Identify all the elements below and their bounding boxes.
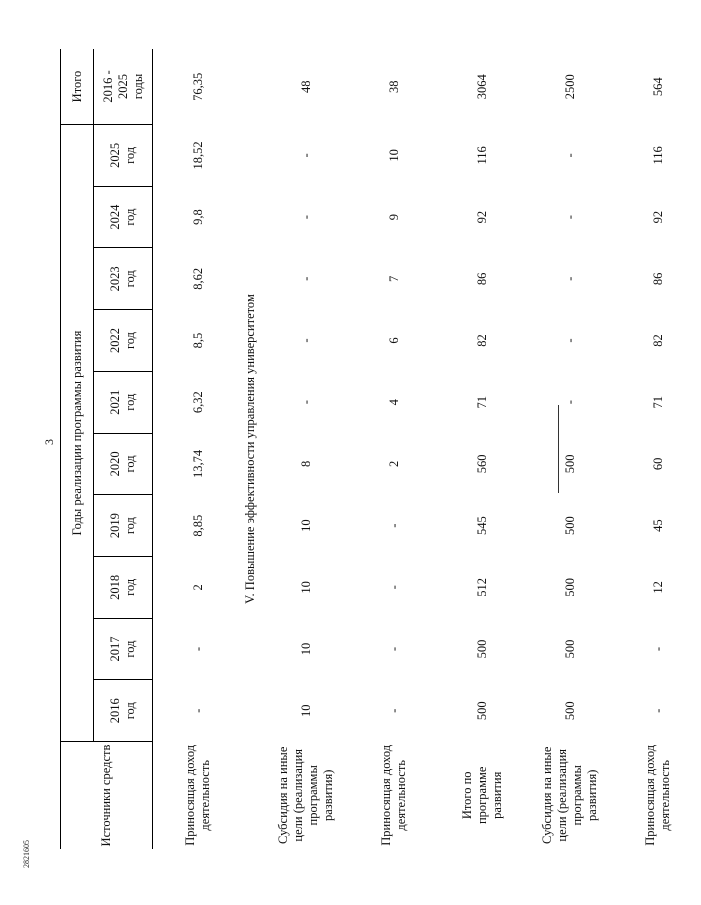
value-cell: - — [298, 276, 313, 281]
value-cell: - — [562, 215, 577, 220]
source-cell: Субсидия на иные цели (реализация программы развития) — [540, 746, 599, 844]
total-cell: 38 — [386, 80, 401, 94]
value-cell: 60 — [650, 457, 665, 471]
value-cell: 500 — [474, 701, 489, 721]
year-unit-label: год — [123, 455, 137, 473]
value-cell: 545 — [474, 516, 489, 535]
value-cell: 82 — [650, 334, 665, 347]
year-label: 2025 — [108, 142, 122, 168]
value-cell: 6 — [386, 337, 401, 344]
header-row-groups — [61, 49, 94, 849]
value-cell: 10 — [298, 642, 313, 656]
value-cell: 7 — [386, 275, 401, 282]
total-cell: 564 — [650, 77, 665, 97]
value-cell: 82 — [474, 334, 489, 347]
value-cell: 45 — [650, 519, 665, 532]
value-cell: 2 — [386, 460, 401, 468]
value-cell: 13,74 — [190, 449, 205, 478]
value-cell: 500 — [562, 454, 577, 474]
value-cell: - — [298, 400, 313, 405]
value-cell: 500 — [474, 639, 489, 659]
year-column-header — [94, 125, 153, 187]
value-cell: - — [650, 646, 665, 652]
year-unit-label: год — [123, 208, 137, 226]
total-cell: 48 — [298, 80, 313, 94]
value-cell: - — [298, 338, 313, 343]
year-column-header — [94, 556, 153, 618]
section-title-row — [241, 49, 261, 849]
document-code: 2821605 — [22, 840, 31, 868]
years-group-header: Годы реализации программы развития — [61, 125, 94, 742]
header-row-years — [94, 49, 153, 849]
table-row — [261, 49, 349, 849]
table-row — [437, 49, 525, 849]
source-cell: Приносящая доход деятельность — [379, 744, 408, 846]
rotated-table-container — [60, 49, 672, 849]
value-cell: 560 — [474, 454, 489, 474]
value-cell: 10 — [298, 704, 313, 717]
source-cell: Субсидия на иные цели (реализация программы развития) — [276, 746, 335, 844]
value-cell: 8,5 — [190, 332, 205, 349]
value-cell: 10 — [386, 149, 401, 162]
value-cell: - — [386, 646, 401, 652]
total-period-label: годы — [130, 73, 145, 100]
year-label: 2020 — [108, 451, 122, 477]
value-cell: 92 — [474, 210, 489, 224]
value-cell: 86 — [650, 272, 665, 286]
total-period-label: 2016 - — [100, 70, 115, 103]
total-cell: 3064 — [474, 74, 489, 100]
value-cell: 500 — [562, 701, 577, 721]
year-label: 2023 — [108, 266, 122, 292]
year-label: 2021 — [108, 389, 122, 415]
year-column-header — [94, 433, 153, 495]
year-column-header — [94, 248, 153, 310]
year-label: 2016 — [108, 698, 122, 724]
table-row — [525, 49, 613, 849]
value-cell: 4 — [386, 399, 401, 406]
total-period-label: 2025 — [115, 74, 130, 100]
value-cell: 116 — [474, 146, 489, 165]
value-cell: 8 — [298, 460, 313, 468]
total-cell: 76,35 — [190, 72, 205, 101]
year-label: 2024 — [108, 204, 122, 230]
section-title: V. Повышение эффективности управления университетом — [243, 294, 257, 604]
year-unit-label: год — [123, 702, 137, 720]
year-unit-label: год — [123, 270, 137, 288]
year-column-header — [94, 618, 153, 680]
year-column-header — [94, 495, 153, 557]
table-row — [349, 49, 437, 849]
value-cell: - — [386, 708, 401, 713]
year-unit-label: год — [123, 517, 137, 535]
value-cell: - — [650, 708, 665, 713]
value-cell: - — [386, 523, 401, 528]
value-cell: - — [562, 153, 577, 158]
year-label: 2018 — [108, 574, 122, 600]
value-cell: 12 — [650, 581, 665, 594]
value-cell: - — [562, 276, 577, 281]
value-cell: 18,52 — [190, 141, 205, 170]
sources-header: Источники средств — [61, 742, 153, 849]
source-cell: Приносящая доход деятельность — [643, 744, 672, 846]
year-unit-label: год — [123, 331, 137, 350]
value-cell: 92 — [650, 210, 665, 224]
year-column-header — [94, 680, 153, 742]
year-unit-label: год — [123, 146, 137, 164]
year-unit-label: год — [123, 393, 137, 411]
table-header — [61, 49, 153, 849]
year-label: 2017 — [108, 636, 122, 662]
year-column-header — [94, 186, 153, 248]
value-cell: 71 — [650, 395, 665, 409]
value-cell: - — [190, 646, 205, 652]
value-cell: 6,32 — [190, 391, 205, 414]
total-group-header: Итого — [61, 49, 94, 125]
value-cell: 116 — [650, 146, 665, 165]
year-label: 2019 — [108, 513, 122, 539]
year-column-header — [94, 371, 153, 433]
value-cell: 512 — [474, 577, 489, 597]
year-column-header — [94, 310, 153, 372]
table-row — [153, 49, 241, 849]
table-body — [153, 49, 701, 849]
value-cell: 71 — [474, 395, 489, 409]
value-cell: - — [562, 338, 577, 343]
value-cell: 500 — [562, 516, 577, 535]
year-unit-label: год — [123, 578, 137, 596]
funding-table — [60, 49, 701, 849]
value-cell: 10 — [298, 519, 313, 532]
value-cell: 500 — [562, 577, 577, 597]
total-cell: 2500 — [562, 74, 577, 100]
value-cell: 500 — [562, 639, 577, 659]
value-cell: - — [298, 153, 313, 158]
value-cell: 9 — [386, 213, 401, 221]
year-label: 2022 — [108, 328, 122, 354]
value-cell: 8,62 — [190, 267, 205, 290]
source-cell: Приносящая доход деятельность — [183, 744, 213, 846]
value-cell: 86 — [474, 272, 489, 286]
source-cell: Итого по программе развития — [459, 766, 504, 825]
value-cell: - — [386, 585, 401, 590]
value-cell: - — [298, 215, 313, 220]
value-cell: 8,85 — [190, 514, 205, 537]
value-cell: 9,8 — [190, 209, 205, 225]
table-row — [613, 49, 701, 849]
page-number: 3 — [42, 439, 56, 445]
value-cell: - — [190, 708, 205, 713]
year-unit-label: год — [123, 640, 137, 658]
value-cell: 10 — [298, 581, 313, 594]
value-cell: - — [562, 400, 577, 405]
total-column-header — [94, 49, 153, 125]
value-cell: 2 — [190, 584, 205, 591]
